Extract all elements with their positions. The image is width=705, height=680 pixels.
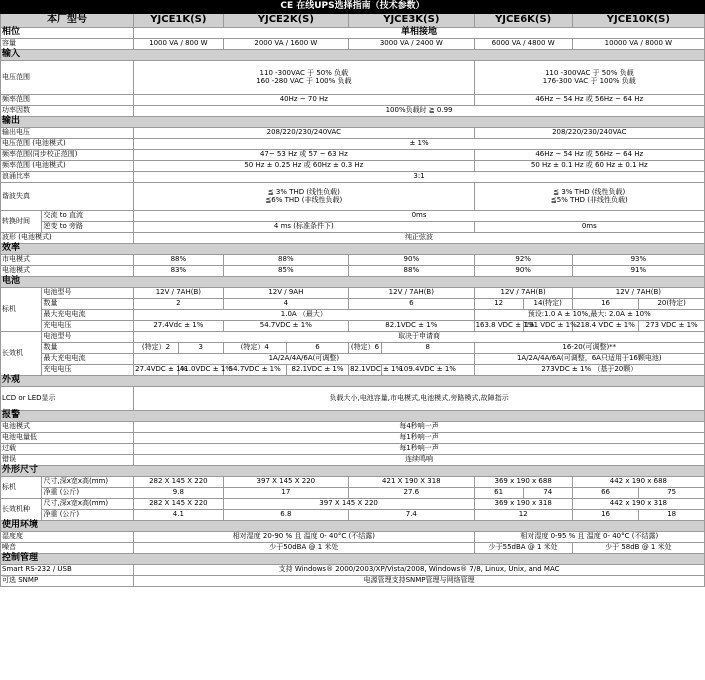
snmp-label: 可选 SNMP	[1, 576, 134, 587]
battery-type-label: 电池型号	[42, 288, 134, 299]
battery-type-value: 12V / 7AH(B)	[474, 288, 572, 299]
battery-type-value: 12V / 7AH(B)	[349, 288, 474, 299]
battery-type-label: 电池型号	[42, 332, 134, 343]
battery-number-label: 数量	[42, 299, 134, 310]
long-charge-current-small: 1A/2A/4A/6A(可调整)	[134, 354, 474, 365]
long-battery-number-large: 16-20(可调整)**	[474, 343, 704, 354]
model-name: YJCE3K(S)	[349, 14, 474, 28]
charge-voltage-value: 163.8 VDC ± 1%	[474, 321, 523, 332]
alarm-value: 每1秒响一声	[134, 444, 705, 455]
physical-long-label: 长效机种	[1, 499, 42, 521]
long-charge-voltage-value: 82.1VDC ± 1%	[286, 365, 348, 376]
section-efficiency: 效率	[1, 244, 705, 255]
section-output: 输出	[1, 117, 705, 128]
long-weight-value: 12	[474, 510, 572, 521]
crest-ratio-value: 3:1	[134, 172, 705, 183]
input-voltage-large	[474, 61, 704, 95]
battery-type-value: 12V / 7AH(B)	[134, 288, 223, 299]
alarm-label: 过载	[1, 444, 134, 455]
thd-label: 谐波失真	[1, 183, 134, 211]
charge-current-label: 最大充电电流	[42, 354, 134, 365]
power-factor-value: 100%负载时 ≧ 0.99	[134, 106, 705, 117]
battery-number-value: 6	[349, 299, 474, 310]
input-voltage-line: 160 -280 VAC 于 100% 负载	[256, 76, 352, 85]
charge-voltage-value: 273 VDC ± 1%	[639, 321, 705, 332]
model-name: YJCE2K(S)	[223, 14, 348, 28]
eff-battery-value: 85%	[223, 266, 348, 277]
long-battery-number-value: (特定）2	[134, 343, 179, 354]
input-freq-label: 频率范围	[1, 95, 134, 106]
charge-current-small: 1.0A （最大）	[134, 310, 474, 321]
freq-sync-small: 47~ 53 Hz 或 57 ~ 63 Hz	[134, 150, 474, 161]
thd-small	[134, 183, 474, 211]
battery-number-value: 12	[474, 299, 523, 310]
weight-value: 9.8	[134, 488, 223, 499]
alarm-label: 电池电量低	[1, 433, 134, 444]
eff-ac-label: 市电模式	[1, 255, 134, 266]
battery-number-value: 14(特定)	[523, 299, 572, 310]
inverter-to-bypass-label: 逆变 to 旁路	[42, 222, 134, 233]
voltage-reg-label: 电压范围 (电池模式)	[1, 139, 134, 150]
battery-number-value: 2	[134, 299, 223, 310]
section-display: 外观	[1, 376, 705, 387]
eff-battery-label: 电池模式	[1, 266, 134, 277]
alarm-value: 每4秒响一声	[134, 422, 705, 433]
battery-type-value: 12V / 7AH(B)	[572, 288, 704, 299]
section-physical: 外形尺寸	[1, 466, 705, 477]
charge-voltage-value: 82.1VDC ± 1%	[349, 321, 474, 332]
long-charge-voltage-value: 82.1VDC ± 1%	[349, 365, 382, 376]
model-name: YJCE10K(S)	[572, 14, 704, 28]
output-voltage-small: 208/220/230/240VAC	[134, 128, 474, 139]
battery-number-label: 数量	[42, 343, 134, 354]
freq-sync-label: 频率范围(同步校正范围)	[1, 150, 134, 161]
dimension-value: 282 X 145 X 220	[134, 477, 223, 488]
long-battery-type-value: 取决于申请商	[134, 332, 705, 343]
long-charge-voltage-value: 27.4VDC ± 1%	[134, 365, 179, 376]
section-input: 输入	[1, 50, 705, 61]
dimension-value: 397 X 145 X 220	[223, 477, 348, 488]
weight-value: 75	[639, 488, 705, 499]
weight-value: 74	[523, 488, 572, 499]
ac-to-dc-value: 0ms	[134, 211, 705, 222]
section-management: 控制管理	[1, 554, 705, 565]
transfer-time-label: 转换时间	[1, 211, 42, 233]
battery-number-value: 16	[572, 299, 639, 310]
alarm-value: 连续鸣响	[134, 455, 705, 466]
long-charge-voltage-large: 273VDC ± 1% （基于20颗）	[474, 365, 704, 376]
waveform-value: 纯正弦波	[134, 233, 705, 244]
thd-line: ≦ 3% THD (线性负载)	[553, 188, 626, 197]
freq-battery-small: 50 Hz ± 0.25 Hz 或 60Hz ± 0.3 Hz	[134, 161, 474, 172]
long-charge-voltage-value: 41.0VDC ± 1%	[178, 365, 223, 376]
eff-ac-value: 88%	[134, 255, 223, 266]
dimension-value: 421 X 190 X 318	[349, 477, 474, 488]
long-dimension-value: 397 X 145 X 220	[223, 499, 474, 510]
dimension-label: 尺寸,深x宽x高(mm)	[42, 499, 134, 510]
eff-ac-value: 92%	[474, 255, 572, 266]
noise-label: 噪音	[1, 543, 134, 554]
model-header-label: 本厂型号	[1, 14, 134, 28]
long-charge-voltage-value: 109.4VDC ± 1%	[381, 365, 474, 376]
capacity-value: 6000 VA / 4800 W	[474, 39, 572, 50]
weight-label: 净重 (公斤)	[42, 510, 134, 521]
charge-voltage-value: 218.4 VDC ± 1%	[572, 321, 639, 332]
charge-voltage-label: 充电电压	[42, 365, 134, 376]
battery-standard-label: 标机	[1, 288, 42, 332]
charge-current-large: 预设:1.0 A ± 10%,最大: 2.0A ± 10%	[474, 310, 704, 321]
power-factor-label: 功率因数	[1, 106, 134, 117]
capacity-value: 2000 VA / 1600 W	[223, 39, 348, 50]
weight-value: 66	[572, 488, 639, 499]
long-charge-voltage-value: 54.7VDC ± 1%	[223, 365, 286, 376]
waveform-label: 波形 (电池模式)	[1, 233, 134, 244]
eff-battery-value: 91%	[572, 266, 704, 277]
inverter-to-bypass-small: 4 ms (标准条件下)	[134, 222, 474, 233]
long-battery-number-value: 3	[178, 343, 223, 354]
rs232-value: 支持 Windows® 2000/2003/XP/Vista/2008, Windows® 7/8, Linux, Unix, and MAC	[134, 565, 705, 576]
lcd-value: 负载大小,电池容量,市电模式,电池模式,旁路模式,故障指示	[134, 387, 705, 411]
capacity-value: 3000 VA / 2400 W	[349, 39, 474, 50]
long-dimension-value: 442 x 190 x 318	[572, 499, 704, 510]
input-voltage-line: 110 -300VAC 于 50% 负载	[259, 69, 349, 78]
snmp-value: 电源管理支持SNMP管理与网络管理	[134, 576, 705, 587]
thd-line: ≦5% THD (非线性负载)	[550, 195, 628, 204]
humidity-small: 相对湿度 20-90 % 且 温度 0- 40°C (不结露)	[134, 532, 474, 543]
capacity-label: 容量	[1, 39, 134, 50]
freq-battery-large: 50 Hz ± 0.1 Hz 或 60 Hz ± 0.1 Hz	[474, 161, 704, 172]
dimension-value: 442 x 190 x 688	[572, 477, 704, 488]
noise-small: 少于50dBA @ 1 米处	[134, 543, 474, 554]
charge-voltage-value: 27.4Vdc ± 1%	[134, 321, 223, 332]
output-voltage-large: 208/220/230/240VAC	[474, 128, 704, 139]
thd-line: ≦ 3% THD (线性负载)	[267, 188, 340, 197]
rs232-label: Smart RS-232 / USB	[1, 565, 134, 576]
phase-value: 单相接地	[134, 28, 705, 39]
noise-large: 少于 58dB @ 1 米处	[572, 543, 704, 554]
eff-ac-value: 93%	[572, 255, 704, 266]
weight-value: 61	[474, 488, 523, 499]
voltage-reg-value: ± 1%	[134, 139, 705, 150]
phase-label: 相位	[1, 28, 134, 39]
charge-current-label: 最大充电电流	[42, 310, 134, 321]
alarm-label: 错误	[1, 455, 134, 466]
model-header-row	[1, 14, 705, 28]
input-voltage-small	[134, 61, 474, 95]
model-name: YJCE1K(S)	[134, 14, 223, 28]
long-battery-number-value: 8	[381, 343, 474, 354]
inverter-to-bypass-large: 0ms	[474, 222, 704, 233]
output-voltage-label: 输出电压	[1, 128, 134, 139]
charge-voltage-value: 191 VDC ± 1%	[523, 321, 572, 332]
alarm-value: 每1秒响一声	[134, 433, 705, 444]
input-voltage-label: 电压范围	[1, 61, 134, 95]
long-charge-current-large: 1A/2A/4A/6A(可调整，6A只适用于16颗电池)	[474, 354, 704, 365]
input-freq-small: 40Hz ~ 70 Hz	[134, 95, 474, 106]
dimension-value: 369 x 190 x 688	[474, 477, 572, 488]
weight-value: 27.6	[349, 488, 474, 499]
long-dimension-value: 282 X 145 X 220	[134, 499, 223, 510]
charge-voltage-value: 54.7VDC ± 1%	[223, 321, 348, 332]
long-weight-value: 7.4	[349, 510, 474, 521]
long-weight-value: 16	[572, 510, 639, 521]
long-weight-value: 18	[639, 510, 705, 521]
weight-value: 17	[223, 488, 348, 499]
section-battery: 电池	[1, 277, 705, 288]
input-freq-large: 46Hz ~ 54 Hz 或 56Hz ~ 64 Hz	[474, 95, 704, 106]
long-weight-value: 4.1	[134, 510, 223, 521]
battery-number-value: 4	[223, 299, 348, 310]
noise-medium: 少于55dBA @ 1 米处	[474, 543, 572, 554]
input-voltage-line: 176-300 VAC 于 100% 负载	[542, 76, 636, 85]
thd-large	[474, 183, 704, 211]
battery-number-value: 20(特定)	[639, 299, 705, 310]
eff-ac-value: 90%	[349, 255, 474, 266]
capacity-value: 1000 VA / 800 W	[134, 39, 223, 50]
ac-to-dc-label: 交流 to 直流	[42, 211, 134, 222]
eff-battery-value: 90%	[474, 266, 572, 277]
page-title: CE 在线UPS选择指南（技术参数）	[1, 1, 705, 14]
capacity-value: 10000 VA / 8000 W	[572, 39, 704, 50]
charge-voltage-label: 充电电压	[42, 321, 134, 332]
physical-standard-label: 标机	[1, 477, 42, 499]
crest-ratio-label: 浪涌比率	[1, 172, 134, 183]
eff-battery-value: 83%	[134, 266, 223, 277]
section-environment: 使用环境	[1, 521, 705, 532]
long-battery-number-value: (特定）6	[349, 343, 382, 354]
long-battery-number-value: 6	[286, 343, 348, 354]
model-name: YJCE6K(S)	[474, 14, 572, 28]
long-battery-number-value: (特定）4	[223, 343, 286, 354]
section-alarm: 报警	[1, 411, 705, 422]
eff-ac-value: 88%	[223, 255, 348, 266]
freq-sync-large: 46Hz ~ 54 Hz 或 56Hz ~ 64 Hz	[474, 150, 704, 161]
lcd-label: LCD or LED显示	[1, 387, 134, 411]
long-dimension-value: 369 x 190 x 318	[474, 499, 572, 510]
input-voltage-line: 110 -300VAC 于 50% 负载	[544, 69, 634, 78]
humidity-large: 相对湿度 0-95 % 且 温度 0- 40°C (不结露)	[474, 532, 704, 543]
weight-label: 净重 (公斤)	[42, 488, 134, 499]
battery-type-value: 12V / 9AH	[223, 288, 348, 299]
thd-line: ≦6% THD (非线性负载)	[265, 195, 343, 204]
eff-battery-value: 88%	[349, 266, 474, 277]
dimension-label: 尺寸,深x宽x高(mm)	[42, 477, 134, 488]
alarm-label: 电池模式	[1, 422, 134, 433]
long-weight-value: 6.8	[223, 510, 348, 521]
freq-battery-label: 频率范围 (电池模式)	[1, 161, 134, 172]
battery-long-label: 长效机	[1, 332, 42, 376]
humidity-label: 湿度度	[1, 532, 134, 543]
